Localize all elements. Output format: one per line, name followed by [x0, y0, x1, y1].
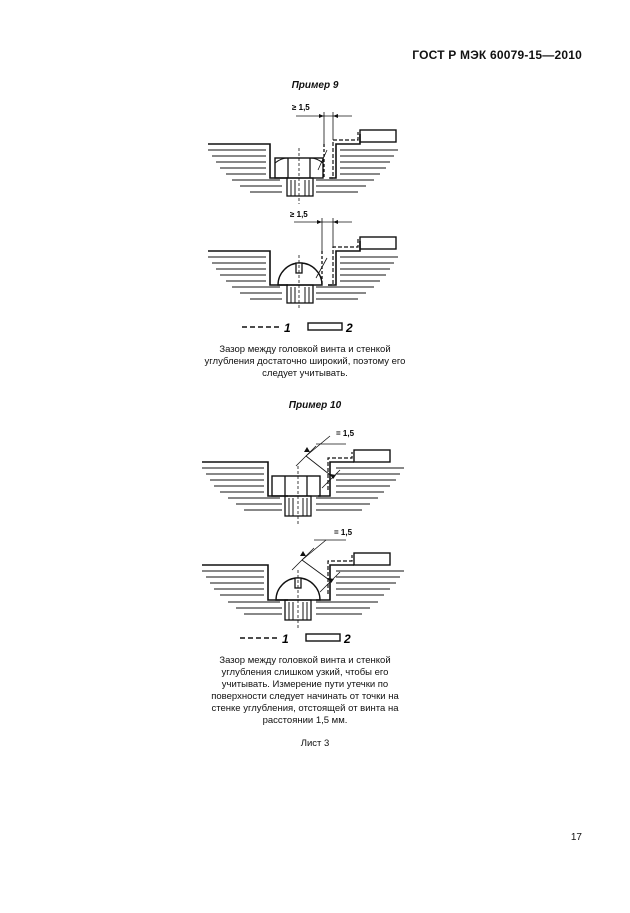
document-header: ГОСТ Р МЭК 60079-15—2010	[412, 48, 582, 62]
page-number: 17	[570, 832, 582, 843]
ex10-dim-bottom: = 1,5	[334, 528, 353, 537]
ex10-legend-1: 1	[282, 632, 289, 646]
example-9-caption: Зазор между головкой винта и стенкой углубления достаточно широкий, поэтому его следует учитывать.	[204, 344, 406, 379]
ex10-legend-2: 2	[344, 632, 351, 646]
ex9-legend-2: 2	[346, 321, 353, 335]
ex10-drawing-hex	[202, 436, 404, 524]
ex9-dim-bottom: ≥ 1,5	[290, 210, 308, 219]
example-9-title: Пример 9	[291, 80, 339, 91]
ex10-drawing-round	[202, 540, 404, 628]
sheet-label: Лист 3	[300, 738, 330, 749]
example-10-caption: Зазор между головкой винта и стенкой углубления слишком узкий, чтобы его учитывать. Измерение пути утечки по поверхности следует начинать от точки на стенке углубления, отстоящей от винта на расстоянии 1,5 мм.	[211, 655, 399, 726]
ex9-legend	[242, 323, 342, 330]
ex9-legend-1: 1	[284, 321, 291, 335]
ex9-drawing-hex	[208, 112, 398, 204]
ex10-dim-top: = 1,5	[336, 429, 355, 438]
ex10-legend	[240, 634, 340, 641]
ex9-dim-top: ≥ 1,5	[292, 103, 310, 112]
ex9-drawing-round	[208, 218, 398, 310]
example-10-title: Пример 10	[288, 400, 342, 411]
